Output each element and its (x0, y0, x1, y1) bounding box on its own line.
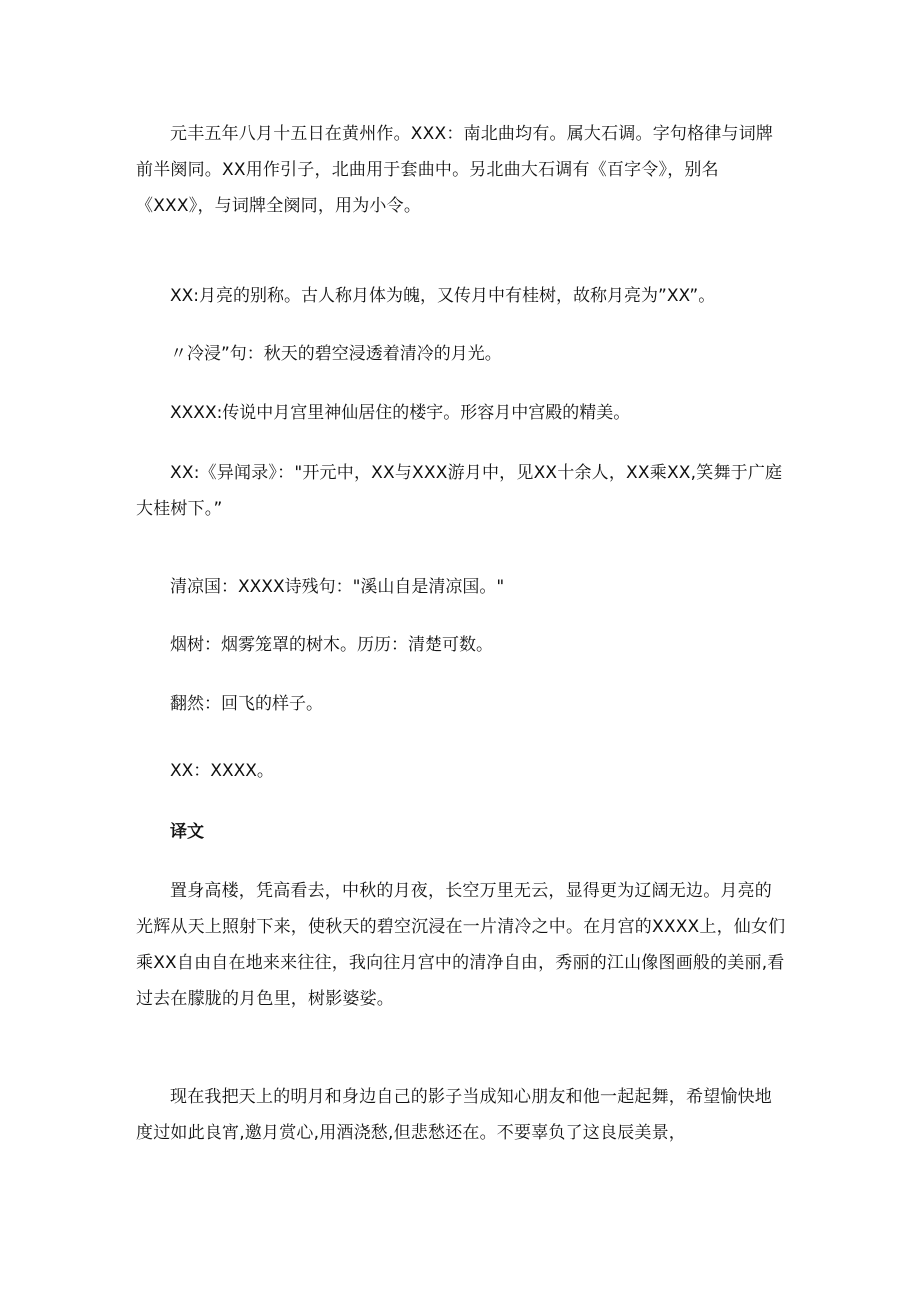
note-paragraph-qingliang: 清凉国：XXXX诗残句："溪山自是清凉国。" (170, 577, 505, 597)
note-paragraph-lengjin: 〃冷浸”句：秋天的碧空浸透着清冷的月光。 (170, 344, 502, 364)
note-paragraph-yiwenlu: XX:《异闻录》："开元中，XX与XXX游月中，见XX十余人，XX乘XX,笑舞于广庭大桂树下。” (136, 463, 783, 519)
section-heading-translation: 译文 (170, 822, 204, 842)
note-paragraph-origin: 元丰五年八月十五日在黄州作。XXX：南北曲均有。属大石调。字句格律与词牌前半阕同。XX用作引子，北曲用于套曲中。另北曲大石调有《百字令》，别名《XXX》，与词牌全阕同，用为小令。 (136, 124, 774, 216)
note-paragraph-fanran: 翻然：回飞的样子。 (170, 694, 323, 714)
note-paragraph-last: XX：XXXX。 (170, 761, 274, 781)
note-paragraph-moon: XX:月亮的别称。古人称月体为魄，又传月中有桂树，故称月亮为”XX”。 (170, 286, 716, 306)
note-paragraph-palace: XXXX:传说中月宫里神仙居住的楼宇。形容月中宫殿的精美。 (170, 403, 631, 423)
translation-paragraph-1: 置身高楼，凭高看去，中秋的月夜，长空万里无云，显得更为辽阔无边。月亮的光辉从天上照射下来，使秋天的碧空沉浸在一片清冷之中。在月宫的XXXX上，仙女们乘XX自由自在地来来往往，我向往月宫中的清净自由，秀丽的江山像图画般的美丽,看过去在朦胧的月色里，树影婆娑。 (136, 881, 786, 1009)
translation-paragraph-2: 现在我把天上的明月和身边自己的影子当成知心朋友和他一起起舞，希望愉快地度过如此良宵,邀月赏心,用酒浇愁,但悲愁还在。不要辜负了这良辰美景， (136, 1087, 772, 1143)
note-paragraph-yanshu: 烟树：烟雾笼罩的树木。历历：清楚可数。 (170, 635, 493, 655)
